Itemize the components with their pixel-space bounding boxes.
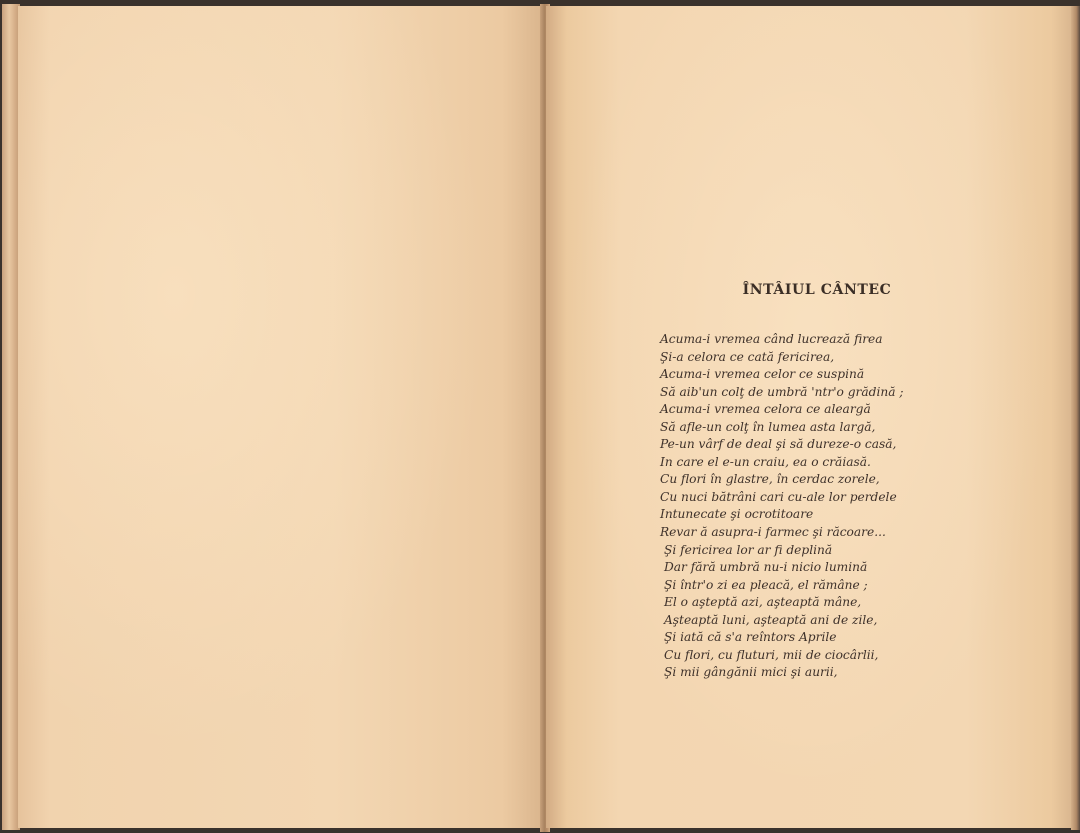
- poem-line: Intunecate şi ocrotitoare: [660, 507, 814, 522]
- poem-title: ÎNTÂIUL CÂNTEC: [742, 282, 892, 298]
- poem-line: Cu nuci bătrâni cari cu-ale lor perdele: [660, 489, 897, 504]
- poem-line: In care el e-un craiu, ea o crăiasă.: [660, 454, 871, 469]
- poem-line: Pe-un vârf de deal şi să dureze-o casă,: [660, 437, 897, 452]
- poem-line: Dar fără umbră nu-i nicio lumină: [664, 560, 868, 575]
- poem-line: El o aşteptă azi, aşteaptă mâne,: [664, 595, 862, 610]
- poem-line: Şi fericirea lor ar fi deplină: [664, 542, 833, 557]
- poem-line: Aşteaptă luni, aşteaptă ani de zile,: [664, 612, 878, 627]
- poem-line: Să afle-un colţ în lumea asta largă,: [660, 419, 876, 434]
- poem-line: Şi iată că s'a reîntors Aprile: [664, 630, 837, 645]
- right-page-edge: [1071, 6, 1080, 830]
- poem-line: Acuma-i vremea celor ce suspină: [660, 367, 865, 382]
- poem-line: Acuma-i vremea celora ce aleargă: [660, 402, 871, 417]
- poem-text: [660, 331, 903, 682]
- poem-line: Cu flori, cu fluturi, mii de ciocârlii,: [664, 647, 879, 662]
- poem-line: Acuma-i vremea când lucrează firea: [660, 332, 883, 346]
- poem-line: Revar ă asupra-i farmec şi răcoare...: [660, 525, 886, 540]
- poem-line: Şi într'o zi ea pleacă, el rămâne ;: [664, 577, 868, 592]
- left-page-blank: [18, 6, 544, 828]
- poem-line: Şi mii gângănii mici şi aurii,: [664, 665, 838, 680]
- poem-line: Cu flori în glastre, în cerdac zorele,: [660, 472, 880, 487]
- poem-line: Şi-a celora ce cată fericirea,: [660, 349, 835, 364]
- right-page: [546, 6, 1072, 828]
- poem-line: Să aib'un colţ de umbră 'ntr'o grădină ;: [660, 384, 904, 399]
